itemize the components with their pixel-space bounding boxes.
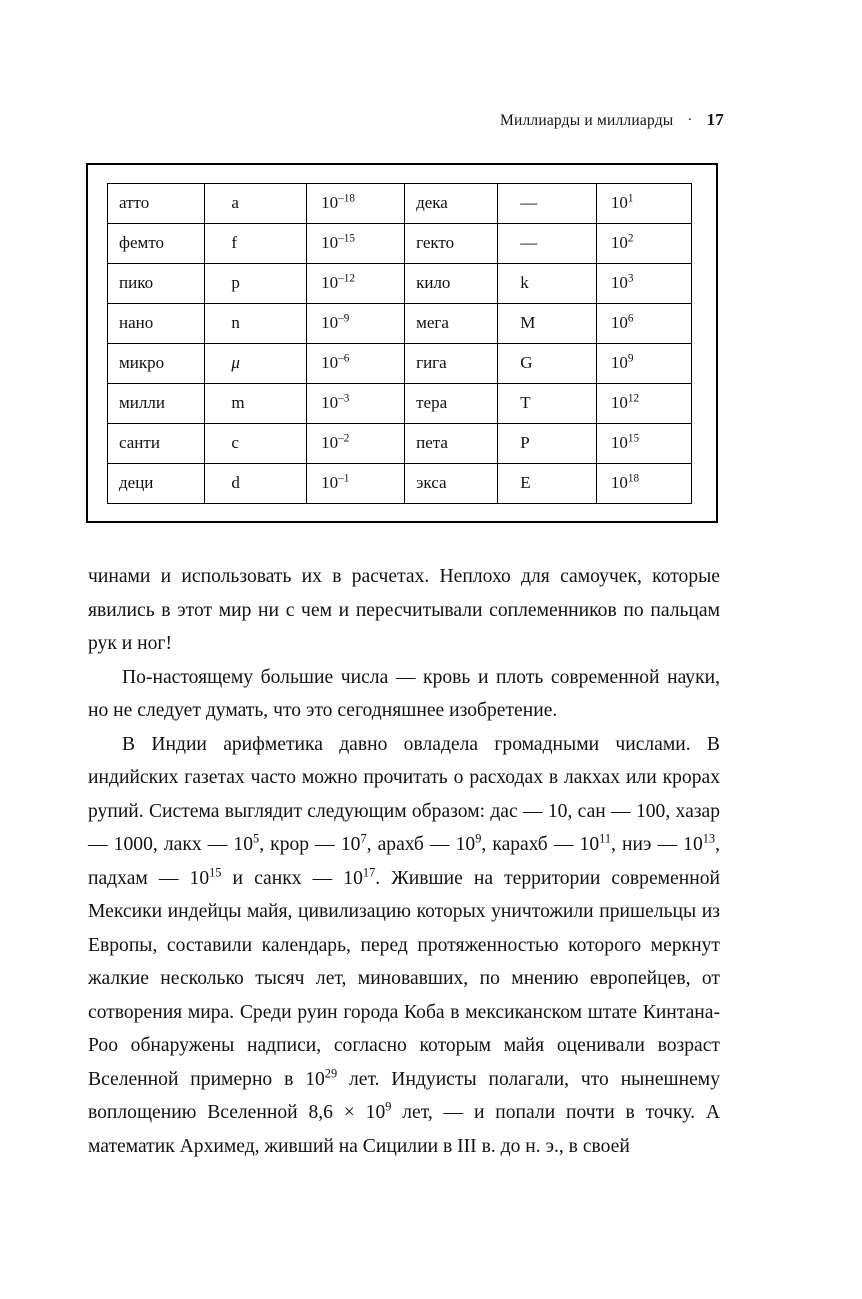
prefix-table-frame xyxy=(86,163,718,523)
prefix-power xyxy=(307,344,405,384)
prefix-symbol-2: — xyxy=(498,224,597,264)
exponent: 5 xyxy=(253,831,260,846)
paragraph-continuation: чинами и использовать их в расчетах. Неплохо для самоучек, которые явились в этот мир ни с чем и пересчитывали соплеменников по пальцам рук и ног! xyxy=(88,566,720,654)
power-base: 10 xyxy=(321,393,339,413)
exponent: 15 xyxy=(209,864,222,879)
prefix-name-2: гига xyxy=(405,344,498,384)
paragraph-india xyxy=(88,728,720,1164)
power-exponent: –2 xyxy=(338,432,350,445)
text-run: , карахб — 10 xyxy=(481,834,600,855)
power-exponent-2: 6 xyxy=(627,312,634,325)
power-exponent: –18 xyxy=(338,192,355,205)
table-row xyxy=(108,304,692,344)
prefix-name: фемто xyxy=(108,224,205,264)
prefix-power xyxy=(307,224,405,264)
prefix-power-2 xyxy=(596,264,691,304)
page-number: 17 xyxy=(706,110,724,129)
power-base: 10 xyxy=(321,273,339,293)
prefix-symbol-2: P xyxy=(498,424,597,464)
exponent: 11 xyxy=(599,831,612,846)
prefix-power xyxy=(307,304,405,344)
prefix-name: атто xyxy=(108,184,205,224)
prefix-symbol: m xyxy=(205,384,307,424)
power-base-2: 10 xyxy=(610,273,628,293)
prefix-symbol: d xyxy=(205,464,307,504)
prefix-name-2: мега xyxy=(405,304,498,344)
prefix-name-2: экса xyxy=(405,464,498,504)
exponent: 9 xyxy=(385,1099,392,1114)
power-exponent-2: 12 xyxy=(627,392,640,405)
text-run: . Жившие на территории современной Мексики индейцы майя, цивилизацию которых уничтожили пришельцы из Европы, составили календарь, перед протяженностью которого меркнут жалкие несколько тысяч лет, миновавших, по мнению европейцев, от сотворения мира. Среди руин города Коба в мексиканском штате Кинтана-Роо обнаружены надписи, согласно которым майя оценивали возраст Вселенной примерно в 10 xyxy=(88,867,720,1090)
power-exponent-2: 15 xyxy=(627,432,640,445)
power-base-2: 10 xyxy=(610,433,628,453)
prefix-power-2 xyxy=(596,184,691,224)
prefix-name: деци xyxy=(108,464,205,504)
power-base: 10 xyxy=(321,433,339,453)
exponent: 17 xyxy=(362,864,376,879)
table-body xyxy=(108,184,692,504)
power-exponent: –6 xyxy=(338,352,350,365)
prefix-power-2 xyxy=(596,384,691,424)
prefix-power xyxy=(307,384,405,424)
power-base-2: 10 xyxy=(610,193,628,213)
prefix-power xyxy=(307,264,405,304)
table-row xyxy=(108,344,692,384)
text-run: , арахб — 10 xyxy=(366,834,476,855)
power-exponent-2: 3 xyxy=(627,272,634,285)
table-row xyxy=(108,464,692,504)
power-base: 10 xyxy=(321,473,339,493)
prefix-name: санти xyxy=(108,424,205,464)
power-base: 10 xyxy=(321,233,339,253)
prefix-name: пико xyxy=(108,264,205,304)
prefix-symbol: n xyxy=(205,304,307,344)
body-text xyxy=(88,560,720,1163)
power-exponent-2: 18 xyxy=(627,472,640,485)
table-row xyxy=(108,264,692,304)
exponent: 7 xyxy=(360,831,367,846)
exponent: 13 xyxy=(702,831,716,846)
prefix-name: милли xyxy=(108,384,205,424)
power-base-2: 10 xyxy=(610,393,628,413)
prefix-power xyxy=(307,184,405,224)
power-base-2: 10 xyxy=(610,233,628,253)
prefix-symbol: c xyxy=(205,424,307,464)
si-prefix-table xyxy=(107,183,692,504)
text-run: лет. Индуисты полагали, что нынешнему воплощению Вселенной 8,6 × 10 xyxy=(88,1068,720,1123)
prefix-name-2: гекто xyxy=(405,224,498,264)
prefix-symbol-2: E xyxy=(498,464,597,504)
prefix-power-2 xyxy=(596,224,691,264)
table-row xyxy=(108,424,692,464)
prefix-power-2 xyxy=(596,344,691,384)
power-exponent: –12 xyxy=(338,272,355,285)
prefix-name-2: кило xyxy=(405,264,498,304)
prefix-symbol-2: k xyxy=(498,264,597,304)
prefix-power-2 xyxy=(596,304,691,344)
paragraph-big-numbers: По-настоящему большие числа — кровь и плоть современной науки, но не следует думать, что это сегодняшнее изобретение. xyxy=(88,666,720,721)
prefix-symbol: f xyxy=(205,224,307,264)
power-exponent-2: 2 xyxy=(627,232,634,245)
running-head-separator: · xyxy=(687,112,693,128)
text-run: В Индии арифметика давно овладела громадными числами. В индийских газетах часто можно прочитать о расходах в лакхах или крорах рупий. Система выглядит следующим образом: дас — 10, сан — 100, хазар — 1000, лакх — 10 xyxy=(88,733,720,855)
prefix-power-2 xyxy=(596,424,691,464)
table-row xyxy=(108,184,692,224)
power-base: 10 xyxy=(321,193,339,213)
power-exponent: –3 xyxy=(338,392,350,405)
exponent: 9 xyxy=(475,831,482,846)
prefix-symbol-2: M xyxy=(498,304,597,344)
prefix-name: нано xyxy=(108,304,205,344)
power-exponent-2: 1 xyxy=(627,192,634,205)
prefix-symbol: a xyxy=(205,184,307,224)
text-run: , ниэ — 10 xyxy=(611,834,703,855)
prefix-power xyxy=(307,424,405,464)
prefix-name-2: пета xyxy=(405,424,498,464)
prefix-power-2 xyxy=(596,464,691,504)
prefix-power xyxy=(307,464,405,504)
text-run: лет, — и попали почти в точку. А математик Архимед, живший на Сицилии в III в. до н. э., в своей xyxy=(88,1102,720,1157)
running-head-title: Миллиарды и миллиарды xyxy=(499,112,674,129)
table-row xyxy=(108,224,692,264)
power-exponent-2: 9 xyxy=(627,352,634,365)
power-base: 10 xyxy=(321,313,339,333)
power-exponent: –1 xyxy=(338,472,350,485)
power-exponent: –9 xyxy=(338,312,350,325)
power-base-2: 10 xyxy=(610,313,628,333)
prefix-name: микро xyxy=(108,344,205,384)
table-row xyxy=(108,384,692,424)
exponent: 29 xyxy=(324,1065,338,1080)
prefix-name-2: дека xyxy=(405,184,498,224)
prefix-symbol: μ xyxy=(205,344,307,384)
prefix-symbol-2: T xyxy=(498,384,597,424)
power-exponent: –15 xyxy=(338,232,355,245)
text-run: , крор — 10 xyxy=(259,834,361,855)
text-run: , падхам — 10 xyxy=(88,834,720,889)
power-base-2: 10 xyxy=(610,473,628,493)
prefix-symbol: p xyxy=(205,264,307,304)
power-base-2: 10 xyxy=(610,353,628,373)
prefix-symbol-2: G xyxy=(498,344,597,384)
prefix-symbol-2: — xyxy=(498,184,597,224)
power-base: 10 xyxy=(321,353,339,373)
prefix-name-2: тера xyxy=(405,384,498,424)
running-head xyxy=(500,110,724,130)
text-run: и санкх — 10 xyxy=(221,867,363,889)
